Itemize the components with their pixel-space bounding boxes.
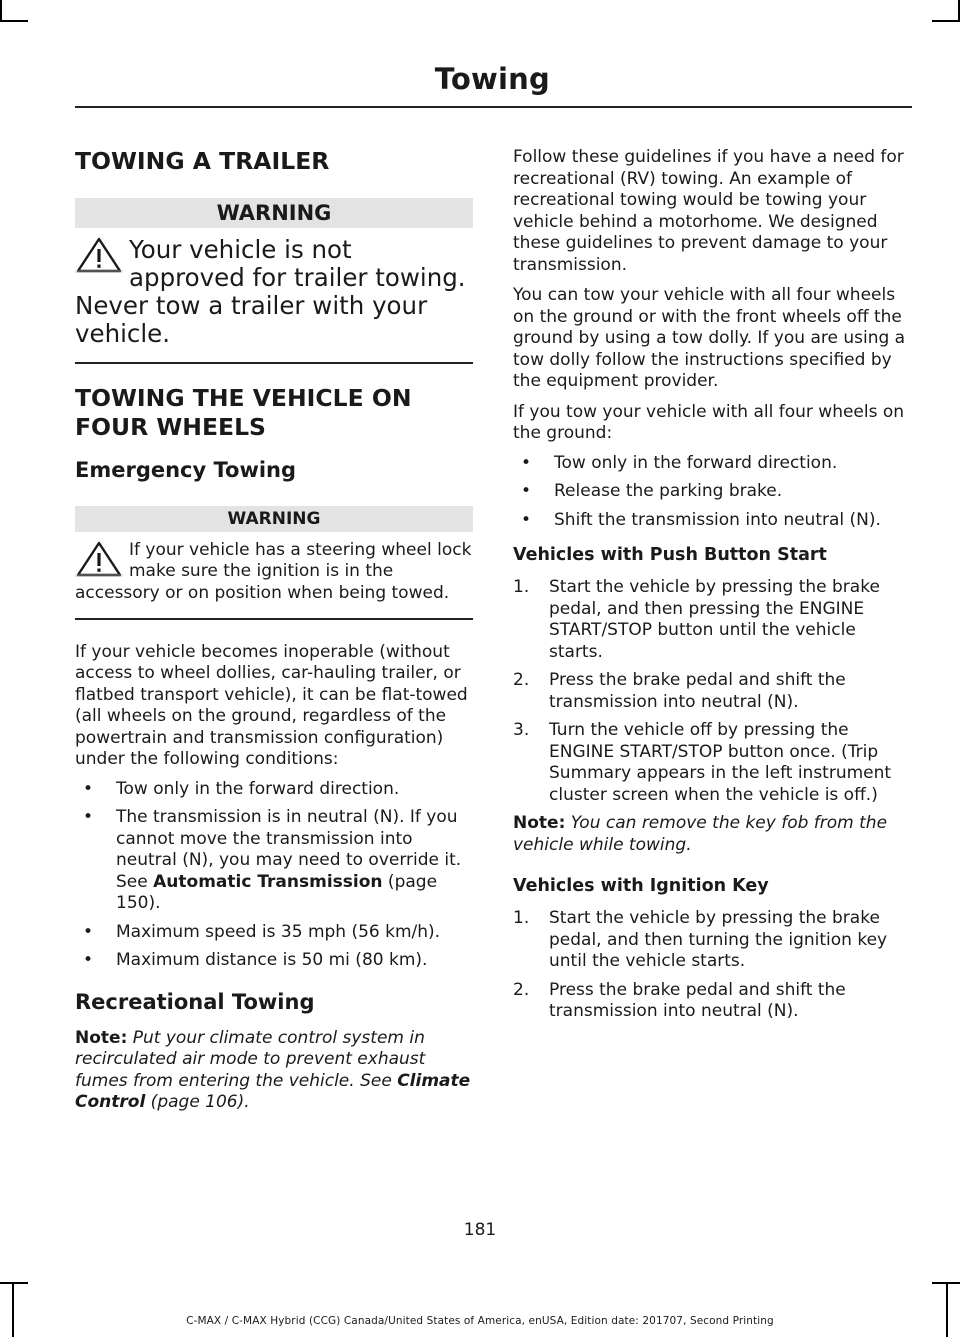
right-column bbox=[513, 147, 911, 1030]
note-label: Note: bbox=[75, 1027, 128, 1048]
bullet-list-emergency-conditions bbox=[75, 779, 473, 972]
warning-rule bbox=[75, 362, 473, 364]
page-header-title: Towing bbox=[434, 62, 550, 96]
header-rule bbox=[75, 106, 912, 108]
crop-mark-top-right-h bbox=[932, 20, 960, 22]
heading-towing-four-wheels: TOWING THE VEHICLE ON FOUR WHEELS bbox=[75, 383, 412, 441]
crop-mark-bottom-right-v bbox=[946, 1282, 948, 1337]
crop-mark-top-left-h bbox=[0, 20, 28, 22]
heading-ignition-key: Vehicles with Ignition Key bbox=[513, 876, 769, 896]
note-label: Note: bbox=[513, 813, 566, 833]
warning-text: If your vehicle has a steering wheel lock make sure the ignition is in the accessory or on position when being towed. bbox=[75, 539, 472, 603]
cross-reference-link[interactable]: Climate Control bbox=[75, 1070, 471, 1112]
list-item: • Maximum distance is 50 mi (80 km). bbox=[75, 950, 473, 972]
list-item: 2. Press the brake pedal and shift the transmission into neutral (N). bbox=[513, 670, 846, 712]
warning-label: WARNING bbox=[75, 506, 473, 532]
bullet-list-rv-steps bbox=[513, 453, 911, 532]
edition-footer: C-MAX / C-MAX Hybrid (CCG) Canada/United States of America, enUSA, Edition date: 201707, Second Printing bbox=[186, 1315, 774, 1327]
list-item: 1. Start the vehicle by pressing the brake pedal, and then turning the ignition key until the vehicle starts. bbox=[513, 908, 888, 971]
heading-towing-a-trailer: TOWING A TRAILER bbox=[75, 147, 330, 175]
list-item: 2. Press the brake pedal and shift the transmission into neutral (N). bbox=[513, 979, 846, 1021]
heading-recreational-towing: Recreational Towing bbox=[75, 989, 315, 1014]
list-item: • Release the parking brake. bbox=[513, 481, 911, 503]
note-key-fob: Note: You can remove the key fob from the vehicle while towing. bbox=[513, 813, 888, 855]
list-item: • Tow only in the forward direction. bbox=[75, 779, 473, 801]
warning-label: WARNING bbox=[75, 198, 473, 228]
crop-mark-bottom-left bbox=[0, 1282, 28, 1284]
list-item: 1. Start the vehicle by pressing the brake pedal, and then pressing the ENGINE START/STOP button until the vehicle starts. bbox=[513, 577, 880, 662]
warning-rule bbox=[75, 618, 473, 620]
list-item: • Shift the transmission into neutral (N). bbox=[513, 510, 911, 532]
list-item: • Maximum speed is 35 mph (56 km/h). bbox=[75, 922, 473, 944]
list-item: • Tow only in the forward direction. bbox=[513, 453, 911, 475]
cross-reference-link[interactable]: Automatic Transmission bbox=[153, 871, 383, 892]
left-column bbox=[75, 146, 473, 1114]
warning-box-steering-lock bbox=[75, 506, 473, 620]
list-item: 3. Turn the vehicle off by pressing the ENGINE START/STOP button once. (Trip Summary appears in the left instrument cluster screen when the vehicle is off.) bbox=[513, 720, 892, 805]
paragraph-rv-guidelines: Follow these guidelines if you have a need for recreational (RV) towing. An example of recreational towing would be towing your vehicle behind a motorhome. We designed these guidelines to prevent damage to your transmission. bbox=[513, 147, 904, 275]
warning-text: Your vehicle is not approved for trailer towing. Never tow a trailer with your vehicle. bbox=[75, 235, 466, 348]
page-number: 181 bbox=[463, 1220, 497, 1240]
crop-mark-top-left bbox=[0, 0, 2, 20]
warning-triangle-icon bbox=[75, 236, 123, 278]
heading-push-button-start: Vehicles with Push Button Start bbox=[513, 545, 827, 565]
warning-triangle-icon bbox=[75, 540, 123, 582]
note-climate: Note: Put your climate control system in recirculated air mode to prevent exhaust fumes from entering the vehicle. See Climate Control (page 106). bbox=[75, 1027, 471, 1112]
warning-box-trailer bbox=[75, 198, 473, 364]
paragraph-inoperable: If your vehicle becomes inoperable (without access to wheel dollies, car-hauling trailer, or flatbed transport vehicle), it can be flat-towed (all wheels on the ground, regardless of the powertrain and transmission configuration) under the following conditions: bbox=[75, 641, 468, 769]
numbered-list-push-button bbox=[513, 577, 911, 806]
paragraph-four-wheels: If you tow your vehicle with all four wheels on the ground: bbox=[513, 401, 905, 443]
numbered-list-ignition-key bbox=[513, 908, 911, 1023]
list-item: • The transmission is in neutral (N). If you cannot move the transmission into neutral (N), you may need to override it. See Automatic Transmission (page 150). bbox=[75, 807, 473, 915]
heading-emergency-towing: Emergency Towing bbox=[75, 457, 297, 482]
crop-mark-bottom-left-v bbox=[12, 1282, 14, 1337]
paragraph-tow-dolly: You can tow your vehicle with all four wheels on the ground or with the front wheels off the ground by using a tow dolly. If you are using a tow dolly follow the instructions specified by the equipment provider. bbox=[513, 285, 906, 391]
